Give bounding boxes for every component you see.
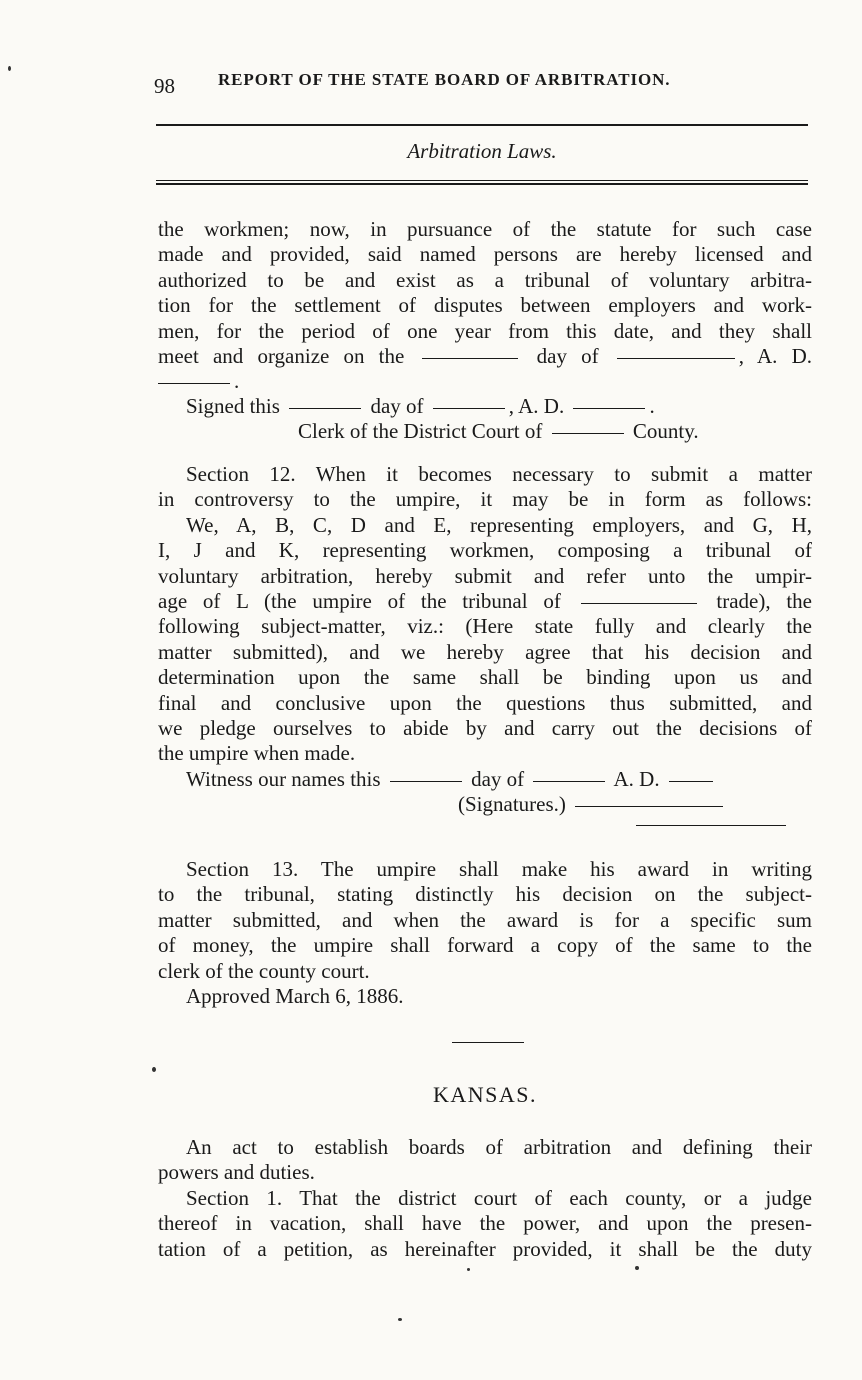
header-rule-bottom-thin [156,180,808,181]
print-speck [467,1268,470,1271]
text-line [158,344,812,369]
section-13 [158,857,812,1009]
text-line: We, A, B, C, D and E, representing employers, and G, H, [186,512,812,537]
text-fragment: meet and organize on the [158,344,405,369]
text-line: clerk of the county court. [158,958,370,983]
text-line: Section 12. When it becomes necessary to submit a matter [186,462,812,486]
text-fragment: , A. D. [508,394,565,418]
text-fragment: Signed this [186,394,280,418]
print-speck [8,66,11,71]
text-fragment: . [234,369,240,394]
section-divider [452,1042,524,1043]
text-line: voluntary arbitration, hereby submit and refer unto the umpir- [158,563,812,588]
text-line [158,589,812,614]
approved-line: Approved March 6, 1886. [186,984,404,1009]
print-speck [635,1266,639,1270]
blank-line [573,408,645,409]
text-line: the umpire when made. [158,741,356,766]
section-title: Arbitration Laws. [407,139,557,163]
text-line: men, for the period of one year from this date, and they shall [158,318,812,343]
text-line: tation of a petition, as hereinafter provided, it shall be the duty [158,1236,812,1261]
text-line: matter submitted), and we hereby agree that his decision and [158,639,812,664]
text-line: authorized to be and exist as a tribunal of voluntary arbitra- [158,267,812,292]
text-fragment: trade), the [716,589,813,614]
section-12 [158,462,812,818]
text-line: An act to establish boards of arbitration and defining their [186,1135,812,1159]
text-line: I, J and K, representing workmen, composing a tribunal of [158,538,812,563]
print-speck [152,1067,156,1072]
blank-line [617,358,735,359]
running-title: REPORT OF THE STATE BOARD OF ARBITRATION. [218,70,671,89]
print-speck [398,1318,402,1321]
text-fragment: Witness our names this [186,766,381,791]
blank-line [433,408,505,409]
blank-line [422,358,518,359]
text-line: made and provided, said named persons are hereby licensed and [158,242,812,267]
text-line [158,369,812,394]
blank-line [533,781,605,782]
text-line: following subject-matter, viz.: (Here state fully and clearly the [158,614,812,639]
text-line: final and conclusive upon the questions thus submitted, and [158,690,812,715]
text-line: matter submitted, and when the award is for a specific sum [158,907,812,932]
text-fragment: age of L (the umpire of the tribunal of [158,589,561,614]
text-line: powers and duties. [158,1160,315,1185]
text-line: Section 1. That the district court of each county, or a judge [186,1185,812,1210]
text-line: of money, the umpire shall forward a copy of the same to the [158,933,812,958]
witness-line [158,767,812,792]
signed-line [158,394,812,419]
text-fragment: (Signatures.) [458,792,566,817]
blank-line [390,781,462,782]
clerk-line [158,419,812,444]
blank-line [552,433,624,434]
page-number: 98 [154,74,175,98]
text-line: determination upon the same shall be binding upon us and [158,665,812,690]
kansas-act [158,1135,812,1262]
header-rule-top [156,124,808,126]
text-line: Section 13. The umpire shall make his award in writing [186,857,812,881]
signatures-line [158,792,812,817]
text-line: thereof in vacation, shall have the power, and upon the presen- [158,1211,812,1236]
text-line: tion for the settlement of disputes between employers and work- [158,293,812,318]
text-line: to the tribunal, stating distinctly his decision on the subject- [158,882,812,907]
text-fragment: County. [632,419,699,444]
text-fragment: A. D. [613,766,660,791]
text-fragment: . [649,394,655,418]
page-header [154,68,808,98]
signed-block [158,394,812,445]
header-rule-bottom [156,183,808,185]
text-fragment: Clerk of the District Court of [298,419,543,444]
kansas-heading: KANSAS. [432,1082,538,1107]
blank-line [669,781,713,782]
text-line: in controversy to the umpire, it may be in form as follows: [158,487,812,512]
paragraph-continuation [158,217,812,395]
text-fragment: day of [471,766,525,791]
text-fragment: , A. D. [738,344,812,369]
blank-line [158,383,230,384]
text-line: the workmen; now, in pursuance of the statute for such case [158,217,812,241]
blank-line [581,603,697,604]
signature-blank-second [636,825,786,826]
signature-blank [575,806,723,807]
blank-line [289,408,361,409]
text-fragment: day of [536,344,599,369]
text-line: we pledge ourselves to abide by and carry out the decisions of [158,716,812,741]
text-fragment: day of [370,394,424,418]
